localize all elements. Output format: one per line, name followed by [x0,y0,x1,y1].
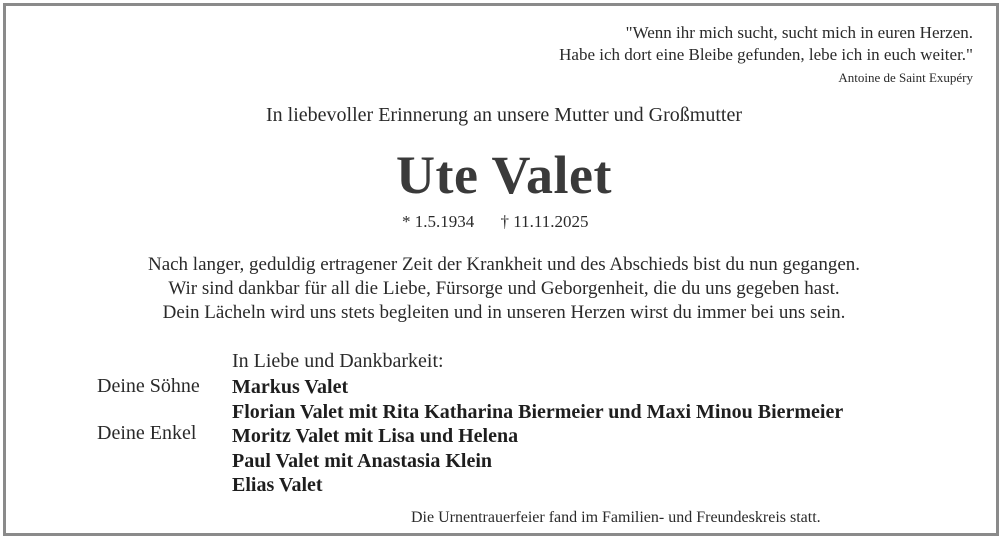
intro-line: In liebevoller Erinnerung an unsere Mutter und Großmutter [266,104,742,126]
mourner-entry: Florian Valet mit Rita Katharina Biermeier und Maxi Minou Biermeier [232,400,844,423]
quote-author: Antoine de Saint Exupéry [838,70,973,85]
mourner-entry: Moritz Valet mit Lisa und Helena [232,425,519,447]
closing-line: In Liebe und Dankbarkeit: [232,350,444,372]
birth-date: * 1.5.1934 [402,212,475,231]
obituary-notice [3,3,999,536]
label-grandchildren: Deine Enkel [97,422,197,444]
life-dates [402,212,589,232]
label-sons: Deine Söhne [97,375,200,397]
mourner-entry: Markus Valet [232,376,349,398]
mourner-entry: Elias Valet [232,474,323,496]
deceased-name: Ute Valet [396,145,612,205]
death-date: † 11.11.2025 [500,212,589,231]
mourners-list [232,375,843,498]
memorial-text-line: Nach langer, geduldig ertragener Zeit der Krankheit und des Abschieds bist du nun gegangen. [147,254,861,275]
mourner-entry: Paul Valet mit Anastasia Klein [232,449,493,472]
memorial-text-line: Wir sind dankbar für all die Liebe, Fürsorge und Geborgenheit, die du uns gegeben hast. [168,278,840,299]
memorial-text [6,253,1000,325]
funeral-note: Die Urnentrauerfeier fand im Familien- und Freundeskreis statt. [411,509,821,526]
epigraph-quote [473,22,973,66]
quote-line: "Wenn ihr mich sucht, sucht mich in euren Herzen. [625,23,973,42]
memorial-text-line: Dein Lächeln wird uns stets begleiten und in unseren Herzen wirst du immer bei uns sein. [162,302,846,323]
quote-line: Habe ich dort eine Bleibe gefunden, lebe ich in euch weiter." [559,45,973,64]
